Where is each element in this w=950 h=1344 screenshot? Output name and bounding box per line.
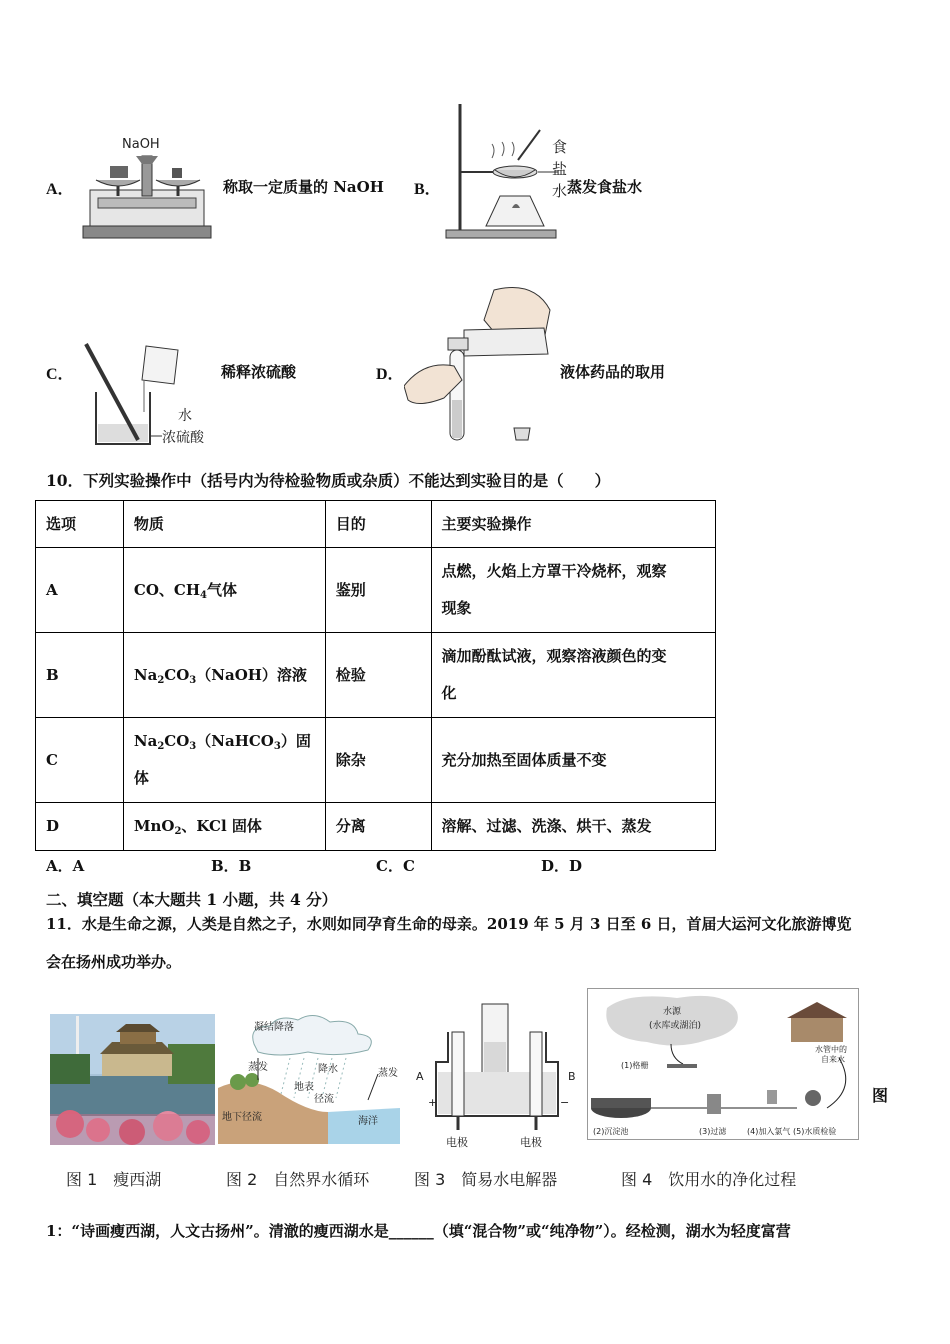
svg-text:(1)格栅: (1)格栅 (621, 1061, 649, 1070)
header-cell: 目的 (325, 501, 431, 548)
q10-stem: 10．下列实验操作中（括号内为待检验物质或杂质）不能达到实验目的是（ ） (46, 471, 611, 490)
option-a-letter: A． (46, 181, 74, 198)
option-d-letter: D． (376, 366, 404, 383)
figure-4-purification (587, 988, 859, 1140)
svg-text:(5)水质检验: (5)水质检验 (793, 1127, 837, 1136)
operation-cell: 溶解、过滤、洗涤、烘干、蒸发 (431, 803, 715, 851)
svg-text:(4)加入氯气: (4)加入氯气 (747, 1127, 791, 1136)
option-a (40, 130, 400, 245)
option-cell: B (36, 633, 124, 718)
svg-text:电极: 电极 (446, 1136, 468, 1149)
answer-choice[interactable]: D．D (541, 857, 583, 875)
svg-text:自来水: 自来水 (821, 1055, 845, 1064)
header-cell: 主要实验操作 (431, 501, 715, 548)
svg-text:地下径流: 地下径流 (222, 1112, 262, 1123)
svg-text:−: − (560, 1096, 570, 1109)
answer-blank[interactable]: ______ (388, 1222, 434, 1240)
q11-line2: 会在扬州成功举办。 (46, 953, 182, 971)
option-c (40, 340, 360, 455)
svg-text:B: B (568, 1070, 576, 1083)
option-c-letter: C． (46, 366, 74, 383)
option-cell: C (36, 718, 124, 803)
svg-text:(水库或湖泊): (水库或湖泊) (649, 1021, 702, 1031)
substance-cell: CO、$CH_4$气体 (123, 548, 325, 633)
substance-cell: $Na_2CO_3(NaOH)$溶液 (123, 633, 325, 718)
purpose-cell: 检验 (325, 633, 431, 718)
figure-2-caption: 图 2 自然界水循环 (226, 1170, 370, 1189)
evaporation-illustration (440, 100, 570, 242)
table-row (36, 548, 716, 633)
header-cell: 物质 (123, 501, 325, 548)
svg-text:浓硫酸: 浓硫酸 (162, 430, 204, 446)
option-b-caption: 蒸发食盐水 (567, 178, 643, 196)
table-header-row (36, 501, 716, 548)
q11-line1: 11．水是生命之源，人类是自然之子，水则如同孕育生命的母亲。2019 年 5 月 3 日至 6 日，首届大运河文化旅游博览 (46, 915, 852, 933)
svg-text:地表: 地表 (294, 1082, 314, 1093)
operation-cell: 点燃，火焰上方罩干冷烧杯，观察 现象 (431, 548, 715, 633)
svg-text:水源: 水源 (663, 1007, 682, 1017)
svg-text:海洋: 海洋 (358, 1116, 378, 1127)
option-b-letter: B． (414, 181, 441, 198)
option-c-caption: 稀释浓硫酸 (221, 363, 297, 381)
figure-1-caption: 图 1 瘦西湖 (66, 1170, 162, 1189)
svg-text:食: 食 (552, 138, 568, 156)
option-cell: A (36, 548, 124, 633)
option-d (370, 280, 700, 450)
answer-choice[interactable]: A．A (46, 857, 85, 875)
option-cell: D (36, 803, 124, 851)
svg-text:水: 水 (552, 182, 568, 200)
q10-table (35, 500, 716, 851)
svg-text:A: A (416, 1070, 424, 1083)
operation-cell: 充分加热至固体质量不变 (431, 718, 715, 803)
figure-3-electrolyzer (412, 1002, 582, 1150)
svg-text:+: + (428, 1096, 438, 1109)
section-heading: 二、填空题（本大题共 1 小题，共 4 分） (46, 890, 338, 909)
purpose-cell: 鉴别 (325, 548, 431, 633)
option-b (410, 100, 710, 245)
svg-text:(3)过滤: (3)过滤 (699, 1127, 727, 1136)
header-cell: 选项 (36, 501, 124, 548)
answer-choice[interactable]: B．B (211, 857, 252, 875)
svg-text:径流: 径流 (314, 1094, 334, 1105)
substance-cell: MnO$_2$、KCl 固体 (123, 803, 325, 851)
option-d-caption: 液体药品的取用 (560, 363, 666, 381)
svg-text:蒸发: 蒸发 (248, 1062, 268, 1073)
figure-2-water-cycle (218, 1012, 400, 1144)
sub-question-1: 1：“诗画瘦西湖，人文古扬州”。清澈的瘦西湖水是______（填“混合物”或“纯净物”）。经检测，湖水为轻度富营 (46, 1222, 791, 1240)
svg-text:凝结降落: 凝结降落 (254, 1022, 294, 1033)
svg-text:降水: 降水 (318, 1064, 338, 1075)
svg-text:电极: 电极 (520, 1136, 542, 1149)
figure-4-caption: 图 4 饮用水的净化过程 (621, 1170, 797, 1189)
svg-text:(2)沉淀池: (2)沉淀池 (593, 1127, 629, 1136)
pouring-illustration (404, 280, 554, 448)
dilution-illustration (78, 340, 218, 452)
svg-text:盐: 盐 (552, 160, 568, 178)
table-row (36, 633, 716, 718)
balance-illustration (78, 130, 218, 242)
table-row (36, 718, 716, 803)
purpose-cell: 分离 (325, 803, 431, 851)
figure-3-caption: 图 3 简易水电解器 (414, 1170, 558, 1189)
purpose-cell: 除杂 (325, 718, 431, 803)
operation-cell: 滴加酚酞试液，观察溶液颜色的变 化 (431, 633, 715, 718)
figure-side-label: 图 (872, 1086, 889, 1105)
naoh-label: NaOH (122, 137, 160, 152)
svg-text:水: 水 (178, 408, 192, 424)
svg-text:蒸发: 蒸发 (378, 1068, 398, 1079)
figure-1-lake-photo (50, 1014, 215, 1145)
answer-choice[interactable]: C．C (376, 857, 415, 875)
svg-text:水管中的: 水管中的 (815, 1045, 847, 1054)
option-a-caption: 称取一定质量的 NaOH (223, 178, 384, 196)
substance-cell: $Na_2CO_3(NaHCO_3)$固 体 (123, 718, 325, 803)
table-row (36, 803, 716, 851)
